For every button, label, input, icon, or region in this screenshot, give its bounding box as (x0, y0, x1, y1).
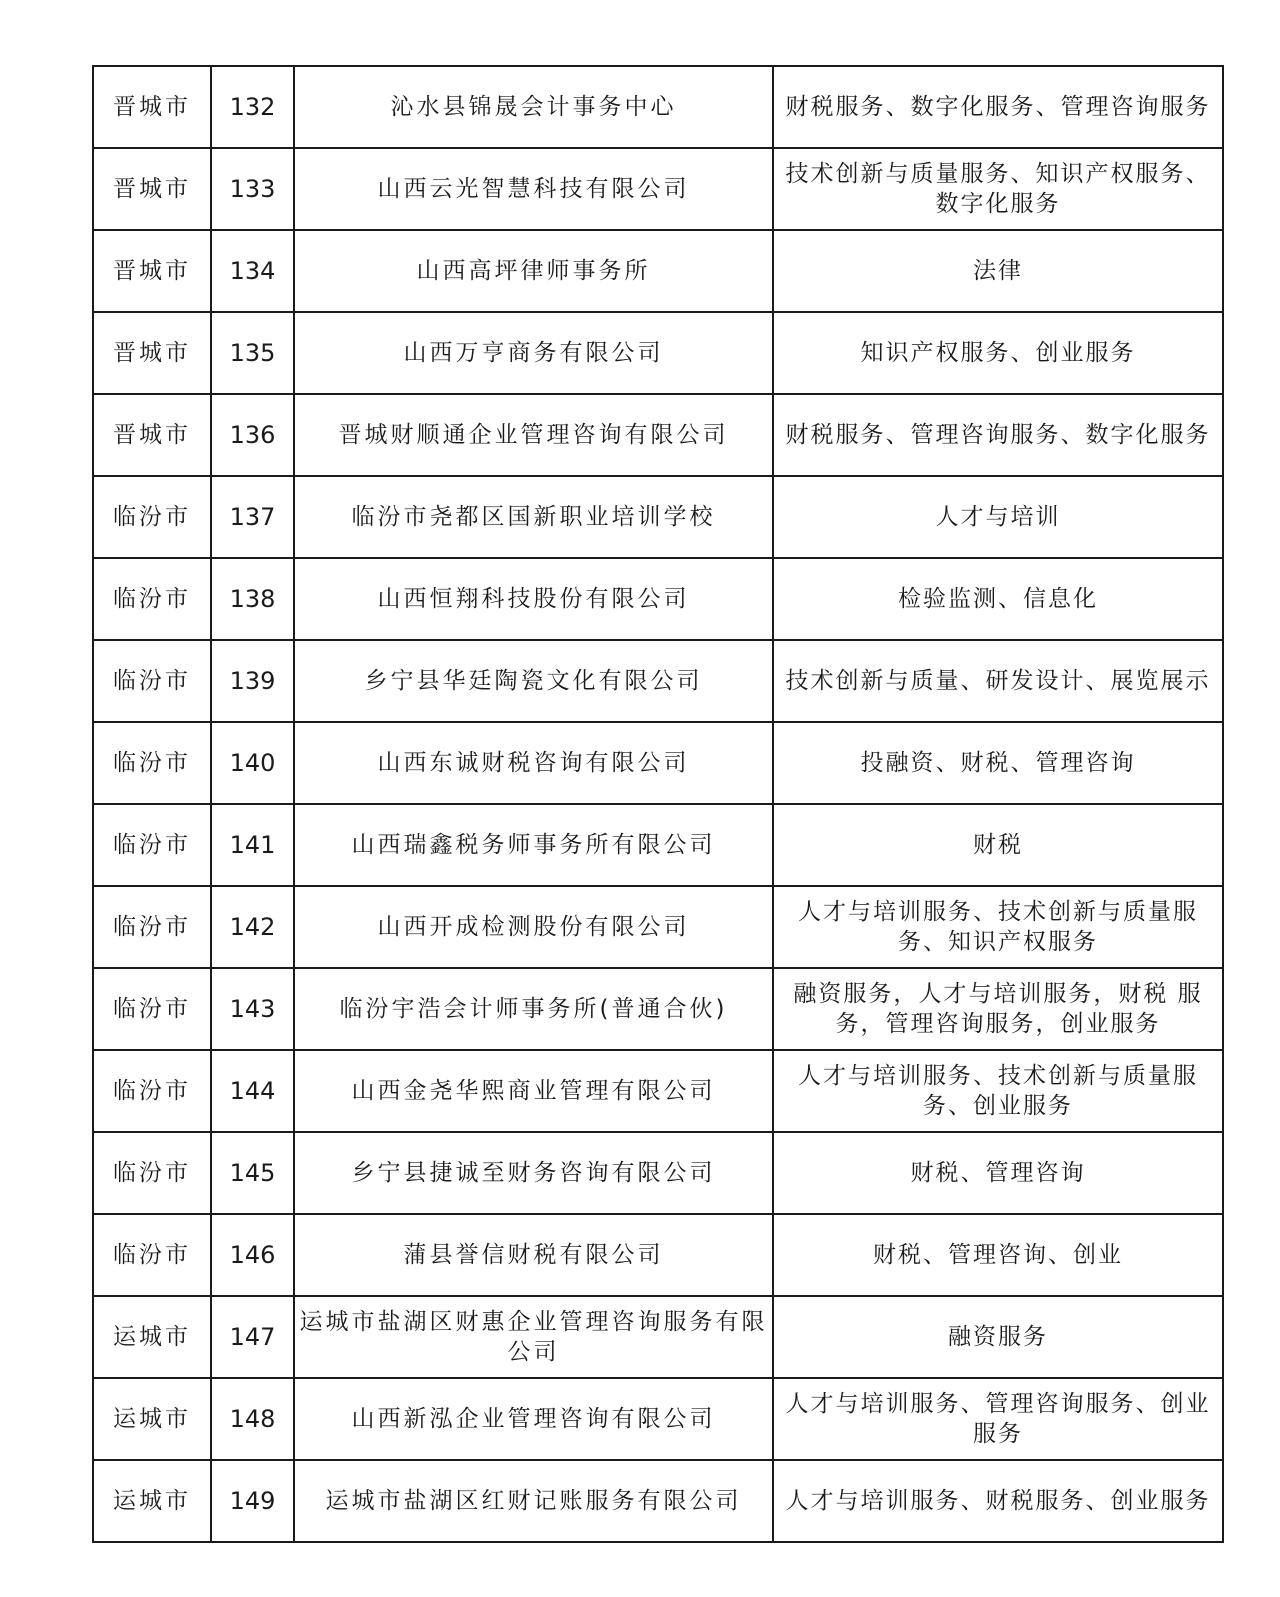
city-cell: 晋城市 (93, 394, 211, 476)
number-cell: 143 (211, 968, 294, 1050)
service-type-cell: 技术创新与质量服务、知识产权服务、数字化服务 (773, 148, 1223, 230)
company-name-cell: 临汾市尧都区国新职业培训学校 (294, 476, 773, 558)
city-cell: 临汾市 (93, 1214, 211, 1296)
city-cell: 运城市 (93, 1378, 211, 1460)
service-type-cell: 人才与培训服务、技术创新与质量服务、创业服务 (773, 1050, 1223, 1132)
number-cell: 140 (211, 722, 294, 804)
number-cell: 142 (211, 886, 294, 968)
table-row (93, 1050, 1223, 1132)
table-row (93, 558, 1223, 640)
number-cell: 149 (211, 1460, 294, 1542)
company-name-cell: 沁水县锦晟会计事务中心 (294, 66, 773, 148)
table-row (93, 804, 1223, 886)
city-cell: 临汾市 (93, 968, 211, 1050)
company-name-cell: 山西云光智慧科技有限公司 (294, 148, 773, 230)
service-type-cell: 人才与培训服务、财税服务、创业服务 (773, 1460, 1223, 1542)
service-type-cell: 融资服务，人才与培训服务，财税 服务，管理咨询服务，创业服务 (773, 968, 1223, 1050)
city-cell: 临汾市 (93, 886, 211, 968)
table-row (93, 886, 1223, 968)
number-cell: 135 (211, 312, 294, 394)
number-cell: 134 (211, 230, 294, 312)
company-name-cell: 山西高坪律师事务所 (294, 230, 773, 312)
table-row (93, 722, 1223, 804)
city-cell: 临汾市 (93, 558, 211, 640)
city-cell: 临汾市 (93, 1050, 211, 1132)
number-cell: 145 (211, 1132, 294, 1214)
city-cell: 临汾市 (93, 722, 211, 804)
city-cell: 运城市 (93, 1460, 211, 1542)
city-cell: 晋城市 (93, 66, 211, 148)
company-name-cell: 山西金尧华熙商业管理有限公司 (294, 1050, 773, 1132)
table-row (93, 1378, 1223, 1460)
company-name-cell: 运城市盐湖区红财记账服务有限公司 (294, 1460, 773, 1542)
service-type-cell: 人才与培训服务、管理咨询服务、创业服务 (773, 1378, 1223, 1460)
table-row (93, 66, 1223, 148)
service-type-cell: 技术创新与质量、研发设计、展览展示 (773, 640, 1223, 722)
table-body (93, 66, 1223, 1542)
company-name-cell: 山西瑞鑫税务师事务所有限公司 (294, 804, 773, 886)
number-cell: 138 (211, 558, 294, 640)
table-row (93, 1460, 1223, 1542)
company-name-cell: 运城市盐湖区财惠企业管理咨询服务有限公司 (294, 1296, 773, 1378)
table-row (93, 312, 1223, 394)
company-name-cell: 山西新泓企业管理咨询有限公司 (294, 1378, 773, 1460)
number-cell: 136 (211, 394, 294, 476)
service-type-cell: 财税、管理咨询 (773, 1132, 1223, 1214)
service-type-cell: 财税、管理咨询、创业 (773, 1214, 1223, 1296)
city-cell: 临汾市 (93, 804, 211, 886)
number-cell: 148 (211, 1378, 294, 1460)
city-cell: 晋城市 (93, 230, 211, 312)
service-type-cell: 融资服务 (773, 1296, 1223, 1378)
city-cell: 运城市 (93, 1296, 211, 1378)
company-name-cell: 蒲县誉信财税有限公司 (294, 1214, 773, 1296)
service-type-cell: 投融资、财税、管理咨询 (773, 722, 1223, 804)
number-cell: 146 (211, 1214, 294, 1296)
service-type-cell: 检验监测、信息化 (773, 558, 1223, 640)
service-type-cell: 人才与培训 (773, 476, 1223, 558)
company-name-cell: 临汾宇浩会计师事务所(普通合伙) (294, 968, 773, 1050)
company-name-cell: 乡宁县华廷陶瓷文化有限公司 (294, 640, 773, 722)
number-cell: 137 (211, 476, 294, 558)
table-row (93, 1296, 1223, 1378)
company-name-cell: 晋城财顺通企业管理咨询有限公司 (294, 394, 773, 476)
table-row (93, 148, 1223, 230)
service-type-cell: 财税 (773, 804, 1223, 886)
service-type-cell: 法律 (773, 230, 1223, 312)
company-name-cell: 山西万亨商务有限公司 (294, 312, 773, 394)
number-cell: 144 (211, 1050, 294, 1132)
company-name-cell: 乡宁县捷诚至财务咨询有限公司 (294, 1132, 773, 1214)
table-row (93, 1214, 1223, 1296)
table-row (93, 968, 1223, 1050)
city-cell: 晋城市 (93, 312, 211, 394)
number-cell: 141 (211, 804, 294, 886)
service-type-cell: 财税服务、管理咨询服务、数字化服务 (773, 394, 1223, 476)
number-cell: 139 (211, 640, 294, 722)
company-name-cell: 山西恒翔科技股份有限公司 (294, 558, 773, 640)
city-cell: 临汾市 (93, 1132, 211, 1214)
number-cell: 133 (211, 148, 294, 230)
enterprise-list-table (92, 65, 1224, 1543)
city-cell: 临汾市 (93, 640, 211, 722)
table-row (93, 640, 1223, 722)
company-name-cell: 山西开成检测股份有限公司 (294, 886, 773, 968)
city-cell: 晋城市 (93, 148, 211, 230)
service-type-cell: 知识产权服务、创业服务 (773, 312, 1223, 394)
company-name-cell: 山西东诚财税咨询有限公司 (294, 722, 773, 804)
table-row (93, 230, 1223, 312)
service-type-cell: 人才与培训服务、技术创新与质量服务、知识产权服务 (773, 886, 1223, 968)
table-row (93, 394, 1223, 476)
service-type-cell: 财税服务、数字化服务、管理咨询服务 (773, 66, 1223, 148)
city-cell: 临汾市 (93, 476, 211, 558)
table-row (93, 1132, 1223, 1214)
table-row (93, 476, 1223, 558)
number-cell: 147 (211, 1296, 294, 1378)
number-cell: 132 (211, 66, 294, 148)
